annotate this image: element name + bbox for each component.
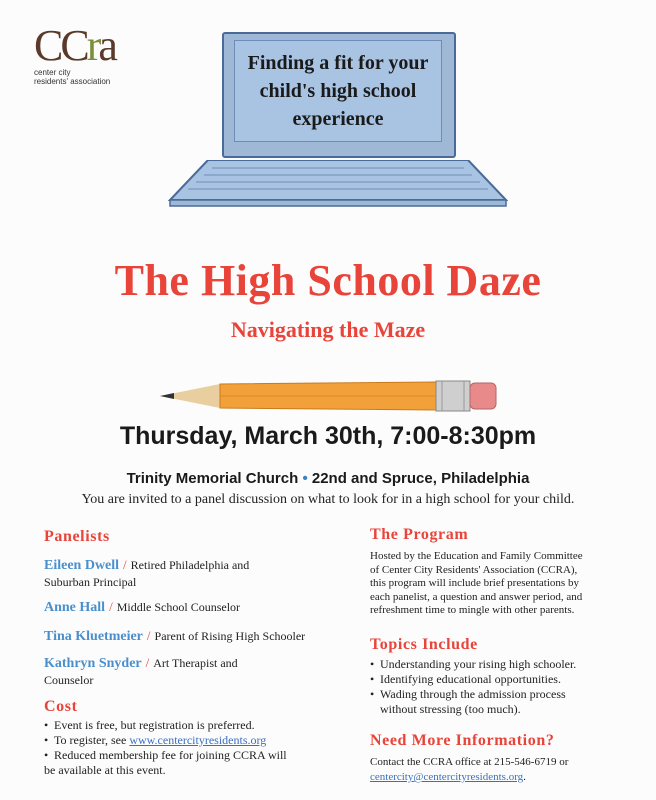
program-line: this program will include brief presentations by: [370, 577, 579, 589]
event-subtitle: Navigating the Maze: [230, 317, 426, 342]
topic-item: • Identifying educational opportunities.: [370, 672, 630, 687]
panelist-role: Middle School Counselor: [116, 600, 241, 614]
venue-address: 22nd and Spruce, Philadelphia: [311, 470, 530, 487]
panelist-item: [44, 654, 344, 688]
panelist-name: Tina Kluetmeier: [44, 629, 143, 644]
topic-item: • Understanding your rising high schooler.: [370, 657, 630, 672]
panelists-heading: Panelists: [44, 528, 110, 545]
panelist-role-cont: Suburban Principal: [44, 575, 137, 589]
cost-heading: Cost: [44, 698, 78, 715]
panelist-separator: /: [146, 628, 151, 643]
program-description: [370, 550, 630, 618]
cost-item-cont: be available at this event.: [44, 763, 166, 777]
invitation-text: You are invited to a panel discussion on what to look for in a high school for your child.: [81, 492, 575, 507]
logo-line-1: center city: [34, 68, 71, 77]
panelist-separator: /: [123, 557, 127, 572]
panelist-role: Art Therapist and: [153, 656, 238, 670]
panelist-name: Anne Hall: [44, 600, 106, 615]
venue-dot: •: [302, 470, 308, 487]
panelist-item: [44, 556, 344, 590]
logo-mark: CCra: [34, 21, 115, 70]
cost-item: • Event is free, but registration is preferred.: [44, 718, 344, 733]
info-period: .: [523, 771, 526, 783]
topics-heading: Topics Include: [370, 636, 478, 653]
venue-place: Trinity Memorial Church: [126, 470, 299, 487]
panelist-item: [44, 627, 354, 645]
cost-list: [44, 718, 344, 778]
program-heading: The Program: [370, 526, 469, 543]
panelist-name: Eileen Dwell: [44, 558, 120, 573]
laptop-keyboard-icon: [168, 160, 508, 208]
panelist-role: Parent of Rising High Schooler: [154, 629, 306, 643]
cost-item-text: To register, see: [54, 733, 127, 747]
event-date: Thursday, March 30th, 7:00-8:30pm: [119, 422, 537, 450]
ccra-logo: [34, 21, 144, 86]
info-heading: Need More Information?: [370, 732, 555, 749]
panelist-separator: /: [109, 599, 113, 614]
panelist-separator: /: [145, 655, 150, 670]
info-text: [370, 755, 630, 785]
program-line: each panelist, a question and answer period, and: [370, 590, 583, 603]
cost-item: • Reduced membership fee for joining CCRA will: [44, 748, 344, 763]
topic-item-cont: without stressing (too much).: [380, 702, 521, 716]
program-line: refreshment time to mingle with other parents.: [370, 604, 575, 616]
panelist-item: [44, 598, 344, 616]
event-title: The High School Daze: [114, 256, 542, 305]
cost-item: [44, 733, 344, 748]
panelist-name: Kathryn Snyder: [44, 656, 142, 671]
register-link[interactable]: www.centercityresidents.org: [129, 733, 267, 747]
panelist-role-cont: Counselor: [44, 673, 94, 687]
contact-email-link[interactable]: centercity@centercityresidents.org: [370, 771, 524, 783]
topic-item: • Wading through the admission process: [370, 687, 630, 702]
event-venue: [0, 470, 656, 487]
laptop-screen: [234, 40, 442, 142]
laptop-screen-text: Finding a fit for your child's high school experience: [247, 52, 429, 130]
topics-list: [370, 657, 630, 717]
program-line: Hosted by the Education and Family Committee: [370, 550, 583, 562]
pencil-icon: [160, 378, 500, 414]
program-line: of Center City Residents' Association (CCRA),: [370, 563, 578, 576]
panelist-role: Retired Philadelphia and: [130, 558, 250, 572]
info-line: Contact the CCRA office at 215-546-6719 or: [370, 756, 569, 768]
logo-subtitle: [34, 68, 110, 86]
logo-line-2: residents' association: [34, 77, 111, 86]
